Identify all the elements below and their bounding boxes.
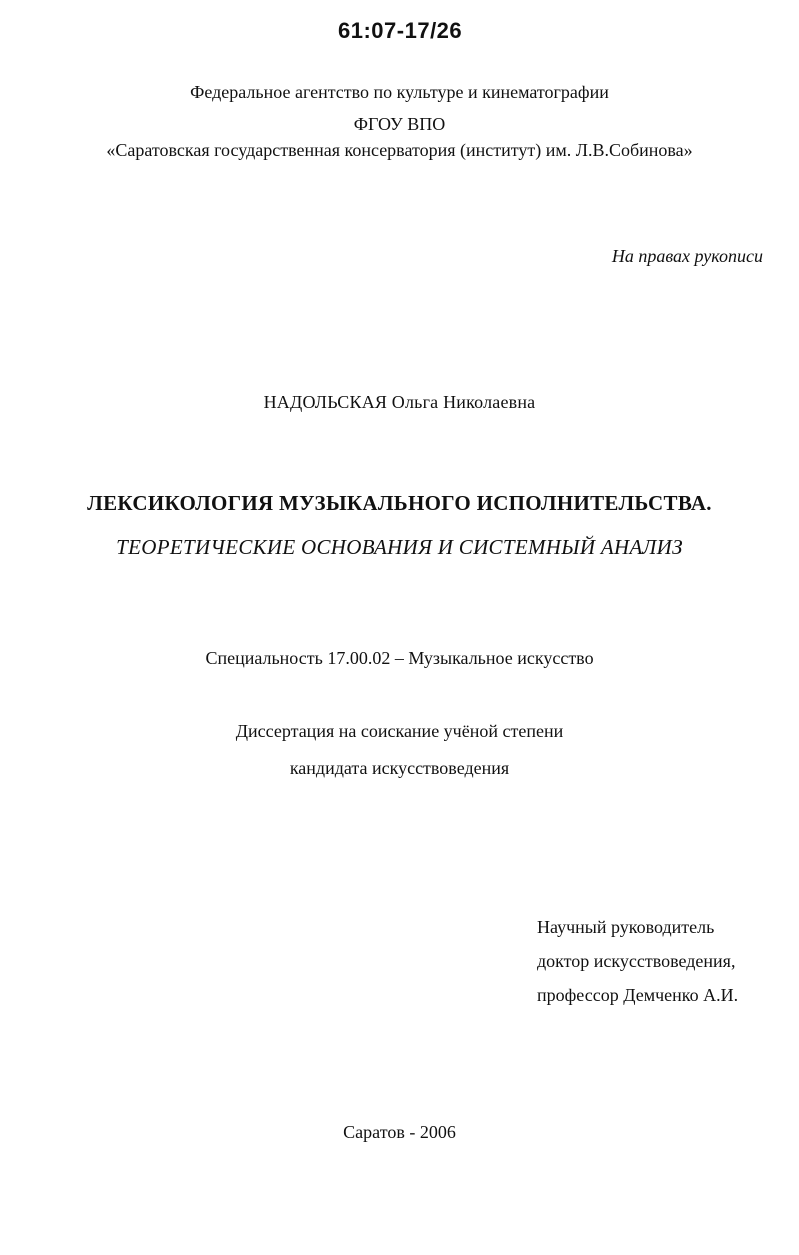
- degree-line-2: кандидата искусствоведения: [289, 758, 510, 778]
- advisor-label: Научный руководитель: [537, 917, 715, 937]
- advisor-degree: доктор искусствоведения,: [537, 951, 736, 971]
- city-year: Саратов - 2006: [343, 1122, 456, 1142]
- advisor-block: [537, 910, 738, 1012]
- rights-note: На правах рукописи: [611, 246, 763, 266]
- degree-line-1: Диссертация на соискание учёной степени: [235, 721, 564, 741]
- dissertation-subtitle: ТЕОРЕТИЧЕСКИЕ ОСНОВАНИЯ И СИСТЕМНЫЙ АНАЛИЗ: [116, 535, 683, 559]
- agency-line: Федеральное агентство по культуре и кинематографии: [190, 82, 609, 102]
- org-type-line: ФГОУ ВПО: [353, 114, 446, 134]
- specialty-line: Специальность 17.00.02 – Музыкальное искусство: [205, 648, 594, 668]
- archive-code: 61:07-17/26: [338, 18, 463, 43]
- institution-line: «Саратовская государственная консерватория (институт) им. Л.В.Собинова»: [106, 140, 693, 160]
- author-name: НАДОЛЬСКАЯ Ольга Николаевна: [263, 392, 536, 412]
- dissertation-title: ЛЕКСИКОЛОГИЯ МУЗЫКАЛЬНОГО ИСПОЛНИТЕЛЬСТВА.: [87, 491, 712, 515]
- advisor-name: профессор Демченко А.И.: [537, 985, 739, 1005]
